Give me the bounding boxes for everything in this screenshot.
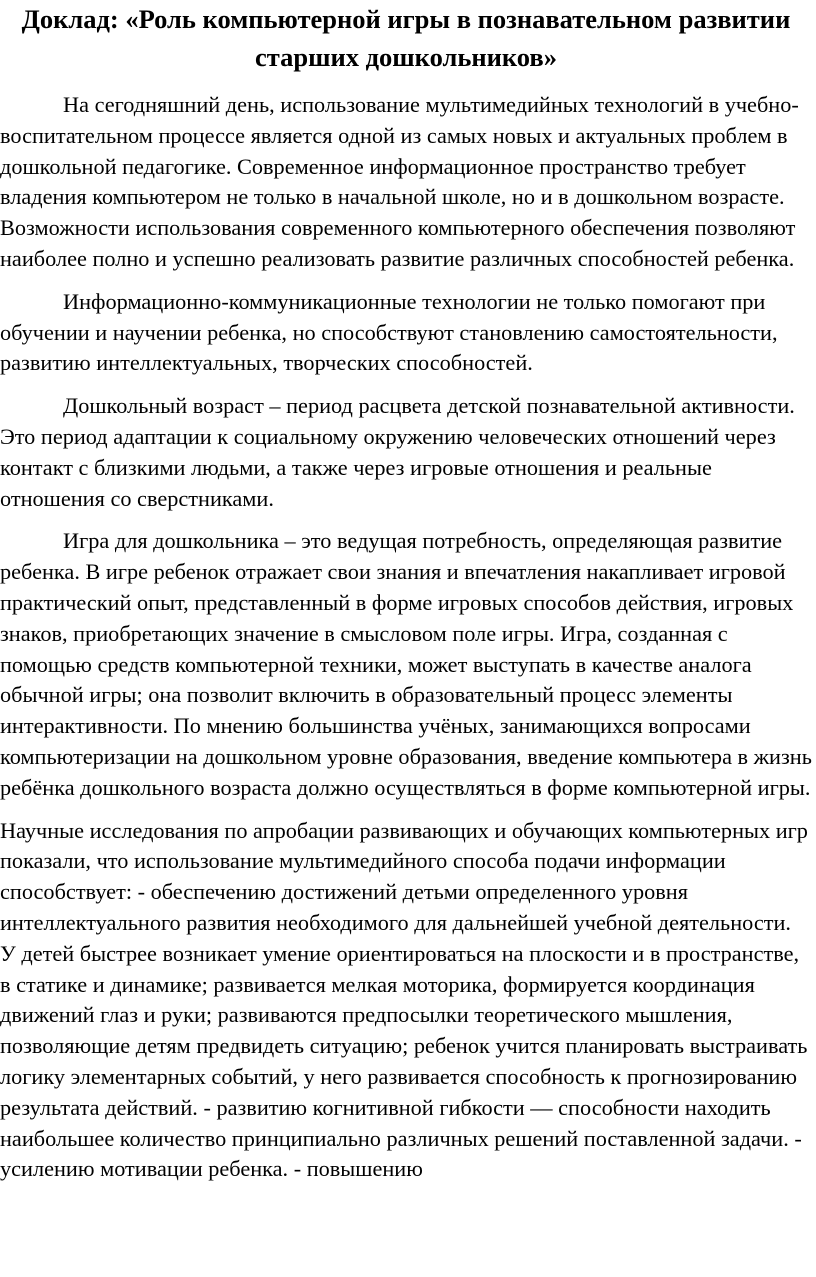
paragraph-multimedia-technologies: На сегодняшний день, использование мультимедийных технологий в учебно-воспитательном процессе является одной из самых новых и актуальных проблем в дошкольной педагогике. Современное информационное пространство требует владения компьютером не только в начальной школе, но и в дошкольном возрасте. Возможности использования современного компьютерного обеспечения позволяют наиболее полно и успешно реализовать развитие различных способностей ребенка. — [0, 92, 799, 271]
paragraph-game-for-preschooler: Игра для дошкольника – это ведущая потребность, определяющая развитие ребенка. В игре ребенок отражает свои знания и впечатления накапливает игровой практический опыт, представленный в форме игровых способов действия, игровых знаков, приобретающих значение в смысловом поле игры. Игра, созданная с помощью средств компьютерной техники, может выступать в качестве аналога обычной игры; она позволит включить в образовательный процесс элементы интерактивности. По мнению большинства учёных, занимающихся вопросами компьютеризации на дошкольном уровне образования, введение компьютера в жизнь ребёнка дошкольного возраста должно осуществляться в форме компьютерной игры. — [0, 528, 812, 800]
paragraph-preschool-age: Дошкольный возраст – период расцвета детской познавательной активности. Это период адаптации к социальному окружению человеческих отношений через контакт с близкими людьми, а также через игровые отношения и реальные отношения со сверстниками. — [0, 393, 795, 511]
document-title: Доклад: «Роль компьютерной игры в познавательном развитии старших дошкольников» — [21, 4, 791, 72]
paragraph-ict: Информационно-коммуникационные технологии не только помогают при обучении и научении ребенка, но способствуют становлению самостоятельности, развитию интеллектуальных, творческих способностей. — [0, 288, 778, 376]
paragraph-scientific-research: Научные исследования по апробации развивающих и обучающих компьютерных игр показали, что использование мультимедийного способа подачи информации способствует: - обеспечению достижений детьми определенного уровня интеллектуального развития необходимого для дальнейшей учебной деятельности. У детей быстрее возникает умение ориентироваться на плоскости и в пространстве, в статике и динамике; развивается мелкая моторика, формируется координация движений глаз и руки; развиваются предпосылки теоретического мышления, позволяющие детям предвидеть ситуацию; ребенок учится планировать выстраивать логику элементарных событий, у него развивается способность к прогнозированию результата действий. - развитию когнитивной гибкости — способности находить наибольшее количество принципиально различных решений поставленной задачи. - усилению мотивации ребенка. - повышению — [0, 817, 808, 1182]
